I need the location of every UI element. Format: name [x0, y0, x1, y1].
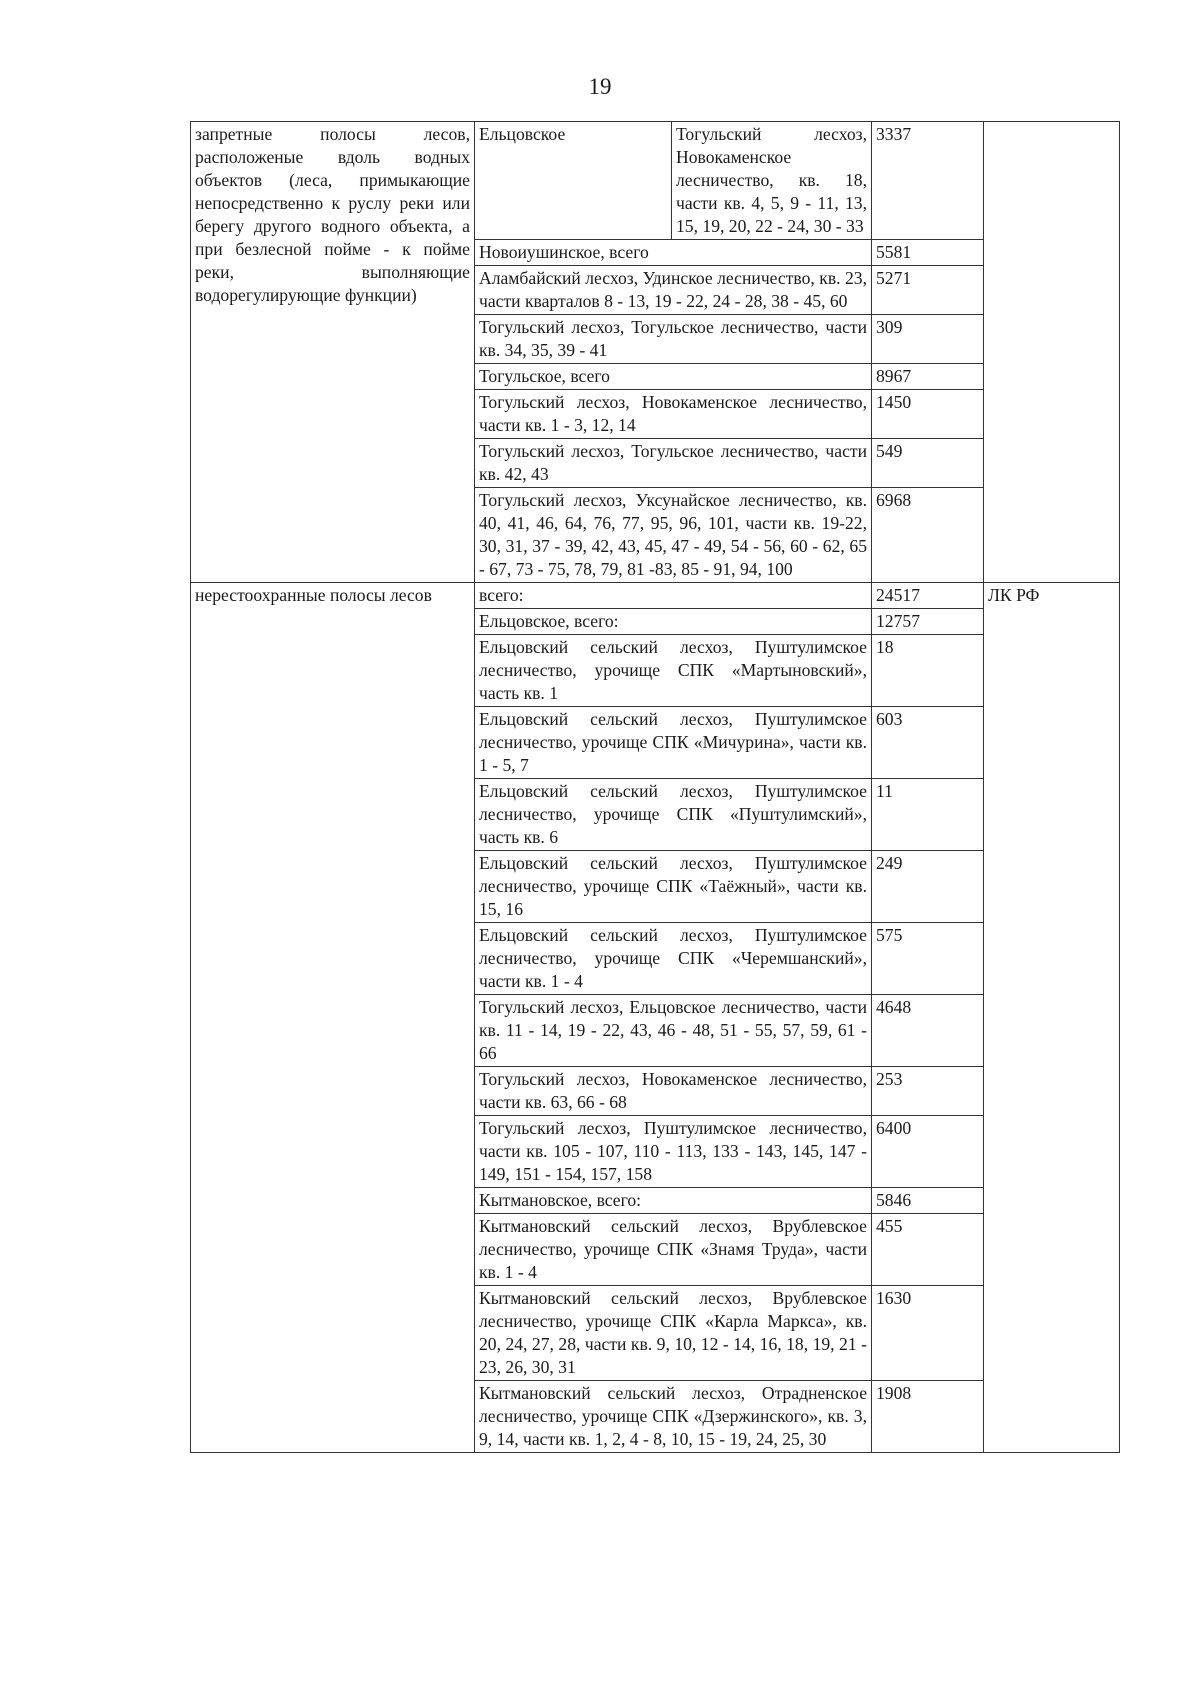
- description-cell: Ельцовский сельский лесхоз, Пуштулимское лесничество, урочище СПК «Черемшанский», части кв. 1 - 4: [475, 923, 872, 995]
- area-cell: 6400: [872, 1116, 984, 1188]
- district-cell: Ельцовское: [475, 122, 672, 240]
- area-cell: 1450: [872, 390, 984, 439]
- area-cell: 549: [872, 439, 984, 488]
- basis-cell: ЛК РФ: [984, 583, 1120, 1453]
- area-cell: 5581: [872, 240, 984, 266]
- district-total-cell: Ельцовское, всего:: [475, 609, 872, 635]
- district-total-cell: Новоиушинское, всего: [475, 240, 872, 266]
- basis-cell: [984, 122, 1120, 583]
- area-cell: 249: [872, 851, 984, 923]
- description-cell: Тогульский лесхоз, Тогульское лесничество, части кв. 34, 35, 39 - 41: [475, 315, 872, 364]
- table-row: [191, 122, 1120, 240]
- area-cell: 575: [872, 923, 984, 995]
- area-cell: 309: [872, 315, 984, 364]
- page-number: 19: [588, 74, 612, 99]
- area-cell: 4648: [872, 995, 984, 1067]
- description-cell: Кытмановский сельский лесхоз, Врублевское лесничество, урочище СПК «Карла Маркса», кв. 20, 24, 27, 28, части кв. 9, 10, 12 - 14, 16, 18, 19, 21 - 23, 26, 30, 31: [475, 1286, 872, 1381]
- area-cell: 253: [872, 1067, 984, 1116]
- area-cell: 1630: [872, 1286, 984, 1381]
- description-cell: Тогульский лесхоз, Тогульское лесничество, части кв. 42, 43: [475, 439, 872, 488]
- description-cell: Кытмановский сельский лесхоз, Врублевское лесничество, урочище СПК «Знамя Труда», части кв. 1 - 4: [475, 1214, 872, 1286]
- area-cell: 8967: [872, 364, 984, 390]
- description-cell: Тогульский лесхоз, Уксунайское лесничество, кв. 40, 41, 46, 64, 76, 77, 95, 96, 101, части кв. 19-22, 30, 31, 37 - 39, 42, 43, 45, 47 - 49, 54 - 56, 60 - 62, 65 - 67, 73 - 75, 78, 79, 81 -83, 85 - 91, 94, 100: [475, 488, 872, 583]
- area-cell: 1908: [872, 1381, 984, 1453]
- area-cell: 455: [872, 1214, 984, 1286]
- table-row: [191, 583, 1120, 609]
- description-cell: Ельцовский сельский лесхоз, Пуштулимское лесничество, урочище СПК «Мартыновский», часть кв. 1: [475, 635, 872, 707]
- description-cell: Ельцовский сельский лесхоз, Пуштулимское лесничество, урочище СПК «Пуштулимский», часть кв. 6: [475, 779, 872, 851]
- description-cell: Ельцовский сельский лесхоз, Пуштулимское лесничество, урочище СПК «Таёжный», части кв. 15, 16: [475, 851, 872, 923]
- description-cell: Ельцовский сельский лесхоз, Пуштулимское лесничество, урочище СПК «Мичурина», части кв. 1 - 5, 7: [475, 707, 872, 779]
- area-cell: 603: [872, 707, 984, 779]
- area-cell: 6968: [872, 488, 984, 583]
- forest-protection-table: [190, 121, 1120, 1453]
- description-cell: Тогульский лесхоз, Новокаменское лесничество, части кв. 63, 66 - 68: [475, 1067, 872, 1116]
- area-cell: 5271: [872, 266, 984, 315]
- district-total-cell: всего:: [475, 583, 872, 609]
- district-total-cell: Тогульское, всего: [475, 364, 872, 390]
- category-cell: запретные полосы лесов, расположеные вдоль водных объектов (леса, примыкающие непосредственно к руслу реки или берегу другого водного объекта, а при безлесной пойме - к пойме реки, выполняющие водорегулирующие функции): [191, 122, 475, 583]
- description-cell: Кытмановский сельский лесхоз, Отрадненское лесничество, урочище СПК «Дзержинского», кв. 3, 9, 14, части кв. 1, 2, 4 - 8, 10, 15 - 19, 24, 25, 30: [475, 1381, 872, 1453]
- description-cell: Тогульский лесхоз, Новокаменское лесничество, части кв. 1 - 3, 12, 14: [475, 390, 872, 439]
- description-cell: Тогульский лесхоз, Новокаменское лесничество, кв. 18, части кв. 4, 5, 9 - 11, 13, 15, 19, 20, 22 - 24, 30 - 33: [672, 122, 872, 240]
- description-cell: Аламбайский лесхоз, Удинское лесничество, кв. 23, части кварталов 8 - 13, 19 - 22, 24 - 28, 38 - 45, 60: [475, 266, 872, 315]
- area-cell: 18: [872, 635, 984, 707]
- area-cell: 5846: [872, 1188, 984, 1214]
- area-cell: 24517: [872, 583, 984, 609]
- category-cell: нерестоохранные полосы лесов: [191, 583, 475, 1453]
- district-total-cell: Кытмановское, всего:: [475, 1188, 872, 1214]
- area-cell: 11: [872, 779, 984, 851]
- description-cell: Тогульский лесхоз, Пуштулимское лесничество, части кв. 105 - 107, 110 - 113, 133 - 143, 145, 147 - 149, 151 - 154, 157, 158: [475, 1116, 872, 1188]
- description-cell: Тогульский лесхоз, Ельцовское лесничество, части кв. 11 - 14, 19 - 22, 43, 46 - 48, 51 - 55, 57, 59, 61 - 66: [475, 995, 872, 1067]
- area-cell: 12757: [872, 609, 984, 635]
- area-cell: 3337: [872, 122, 984, 240]
